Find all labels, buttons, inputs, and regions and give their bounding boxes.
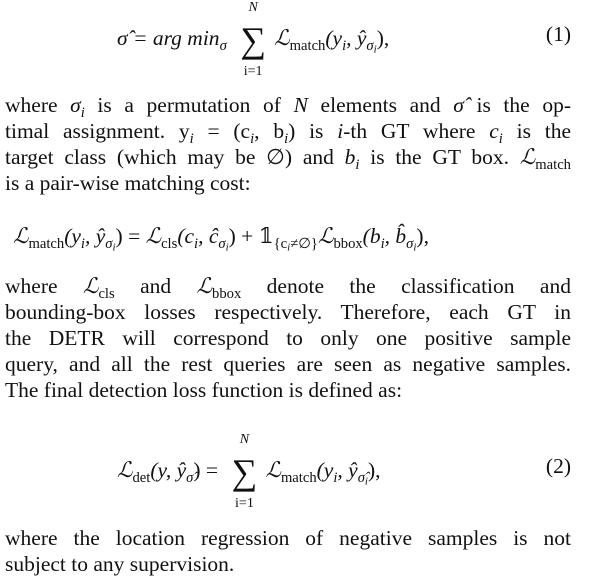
p2-line-2: bounding-box losses respectively. Therefore, each GT in [5,300,571,324]
eq1-args-sub: σ [366,38,374,55]
p2-line-3: the DETR will correspond to only one positive sample [5,326,571,350]
eq1-L-sub: match [289,38,326,55]
eq1-args: (y [325,25,343,50]
eq1-args-subsub: i [373,43,377,56]
equation-1-number: (1) [545,22,571,46]
eq1-L: ℒ [274,25,290,51]
eq1-lhs-sub: σ [219,38,227,55]
eq2-sum-top: N [239,432,250,447]
p2-line-4: query, and all the rest queries are seen as negative samples. [5,352,571,376]
eq1-sum [236,0,270,79]
p2-line-5: The final detection loss function is defined as: [5,378,403,402]
eq1-args-end: ), [376,25,390,50]
eq1-sum-bottom: i=1 [243,64,263,79]
eq1-lhs: σ̂ = arg min [117,25,220,50]
p1-line-3: target class (which may be ∅) and $b_i$ is the GT box. ℒ$_{match}$ [5,145,571,174]
eq2-sum [227,432,261,511]
eq1-args-mid: , ŷ [346,25,367,50]
paragraph-2 [5,273,571,403]
p3-line-1: where the location regression of negative samples is not [5,526,571,550]
equation-match-body: $ℒ_{match}(y_i$, $ŷ_{\sigma i}$) = $ℒ_{cls}(c_i$, $ĉ_{\sigma i}$) + $𝟙_{\{ci\ne\emptyset\}}ℒ_{bbox}(b_i$, $b̂_{\sigma i}$), [13,224,429,254]
equation-1 [5,0,571,79]
equation-2-number: (2) [545,454,571,478]
p1-line-1: where $\sigma_i$ is a permutation of N elements and σ̂ is the op- [5,93,571,122]
eq1-args-i: i [342,38,347,55]
p2-line-1: where ℒ$_{cls}$ and ℒ$_{bbox}$ denote the classification and [5,274,571,303]
p3-line-2: subject to any supervision. [5,552,235,576]
p1-line-4: is a pair-wise matching cost: [5,171,251,195]
equation-1-body [117,0,390,79]
eq1-sum-top: N [248,0,258,15]
equation-2 [5,432,571,511]
equation-match [5,220,571,254]
paragraph-3 [5,525,571,577]
eq2-sigma: ∑ [231,452,258,492]
equation-2-body: ℒ$_{det}$(y, $ŷ_{\sigmâ}$) = N ∑ i=1 $ℒ_{match}(y_i$, $ŷ_{\sigmâi}$), [117,432,381,511]
p1-line-2: timal assignment. $y_i = (c_i$, $b_i$) is i-th GT where $c_i$ is the [5,119,572,148]
eq1-sigma: ∑ [240,20,266,60]
paragraph-1 [5,92,571,196]
eq2-sum-bottom: i=1 [235,496,254,511]
